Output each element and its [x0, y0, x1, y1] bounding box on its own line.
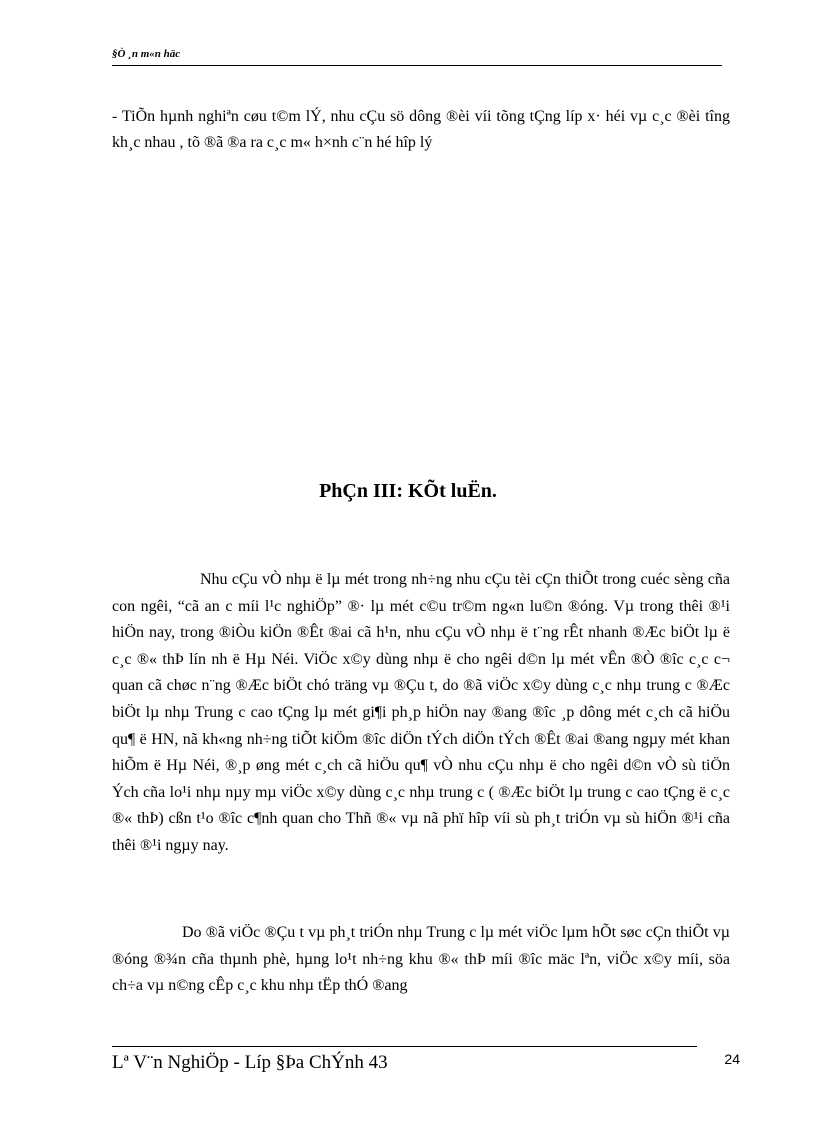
body-paragraph-1: Nhu cÇu vÒ nhµ ë lµ mét trong nh÷ng nhu cÇu tèi cÇn thiÕt trong cuéc sèng cña con ngêi, “cã an c míi l¹c nghiÖp” ®· lµ mét c©u tr©m ng«n lu©n ®óng. Vµ trong thêi ®¹i hiÖn nay, trong ®iÒu kiÖn ®Êt ®ai cã h¹n, nhu cÇu vÒ nhµ ë t¨ng rÊt nhanh ®Æc biÖt lµ ë c¸c ®« thÞ lín nh ë Hµ Néi. ViÖc x©y dùng nhµ ë cho ngêi d©n lµ mét vÊn ®Ò ®îc c¸c c¬ quan cã chøc n¨ng ®Æc biÖt chó träng vµ ®Çu t, do ®ã viÖc x©y dùng c¸c nhµ trung c ®Æc biÖt lµ nhµ Trung c cao tÇng lµ mét gi¶i ph¸p hiÖn nay ®ang ®îc ¸p dông mét c¸ch cã hiÖu qu¶ ë HN, nã kh«ng nh÷ng tiÕt kiÖm ®îc diÖn tÝch diÖn tÝch ®Êt ®ai ®ang ngµy mét khan hiÕm ë Hµ Néi, ®¸p øng mét c¸ch cã hiÖu qu¶ vÒ nhu cÇu nhµ ë cho ngêi d©n vÒ sù tiÖn Ých cña lo¹i nhµ nµy mµ viÖc x©y dùng c¸c nhµ trung c ( ®Æc biÖt lµ trung c cao tÇng ë c¸c ®« thÞ) cßn t¹o ®îc c¶nh quan cho Thñ ®« vµ nã phï hîp víi sù ph¸t triÓn vµ sù hiÖn ®¹i cña thêi ®¹i ngµy nay.: [112, 571, 730, 854]
footer-author: Lª V¨n NghiÖp - Líp §Þa ChÝnh 43: [112, 1052, 388, 1073]
page-number: 24: [724, 1051, 740, 1067]
header-divider: [112, 65, 722, 66]
intro-paragraph: - TiÕn hµnh nghiªn cøu t©m lÝ, nhu cÇu sö dông ®èi víi tõng tÇng líp x· héi vµ c¸c ®èi tîng kh¸c nhau , tõ ®ã ®a ra c¸c m« h×nh c¨n hé hîp lý: [112, 108, 730, 151]
footer-divider: [112, 1046, 697, 1047]
body-paragraph-2: Do ®ã viÖc ®Çu t vµ ph¸t triÓn nhµ Trung c lµ mét viÖc lµm hÕt søc cÇn thiÕt vµ ®óng ®¾n cña thµnh phè, hµng lo¹t nh÷ng khu ®« thÞ míi ®îc mäc lªn, viÖc x©y míi, söa ch÷a vµ n©ng cÊp c¸c khu nhµ tËp thÓ ®ang: [112, 924, 730, 995]
page-header-title: §Ò ¸n m«n häc: [112, 48, 181, 60]
section-heading: PhÇn III: KÕt luËn.: [319, 480, 497, 502]
